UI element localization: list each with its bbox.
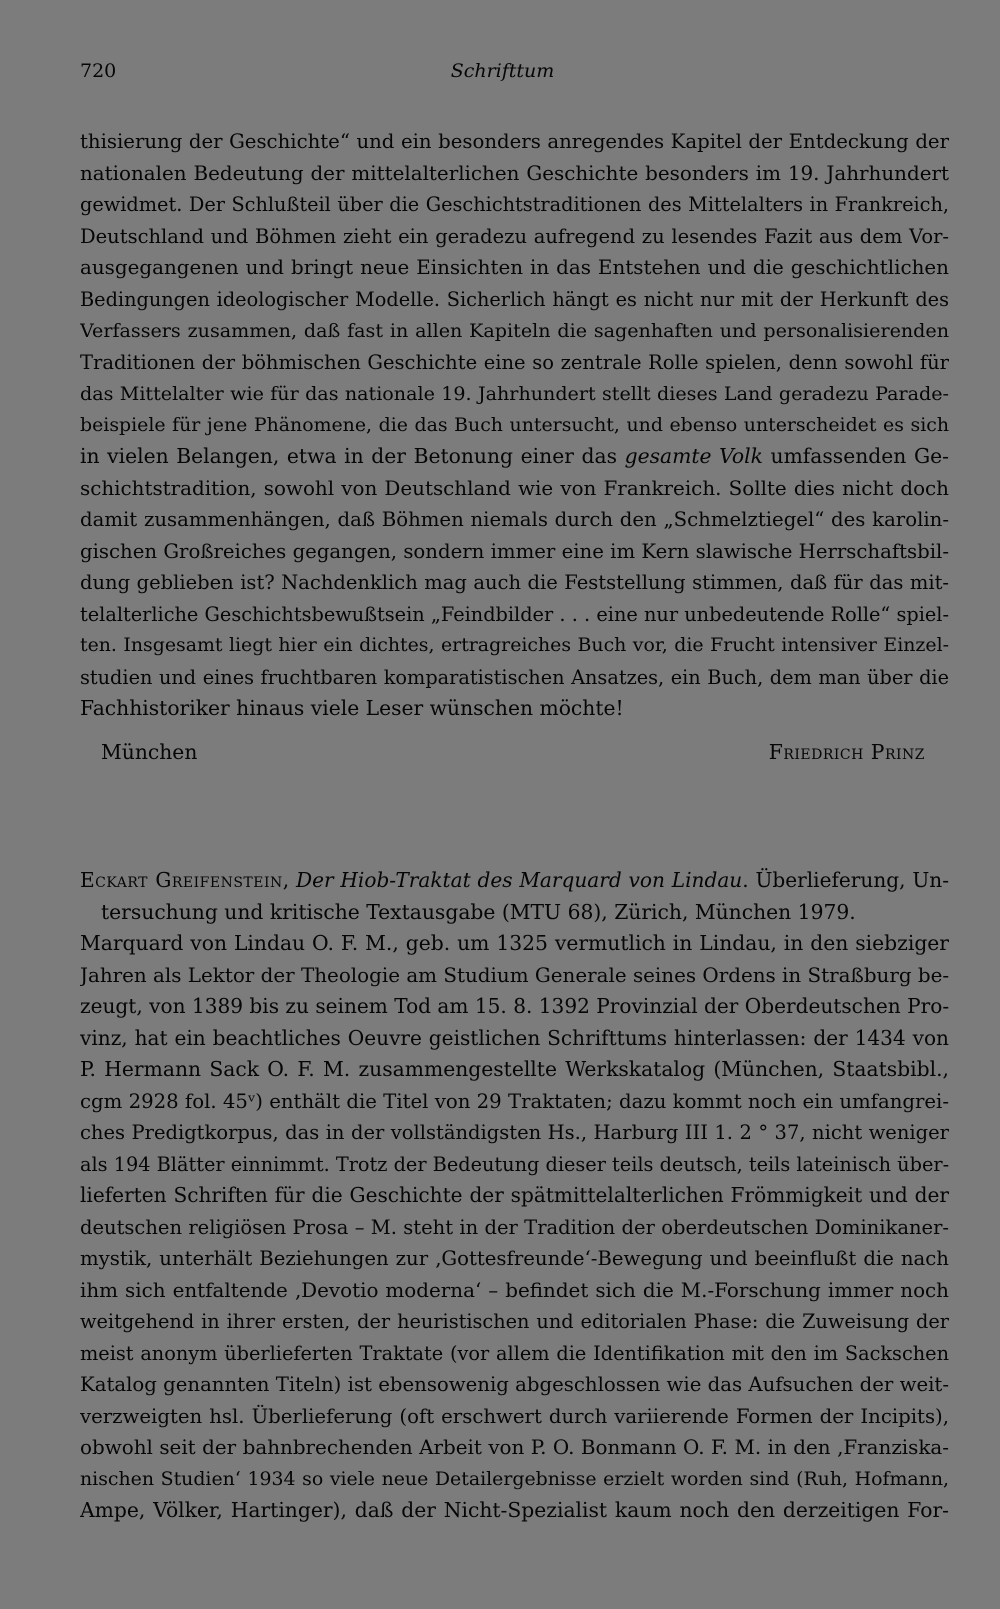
text-line: beispiele für jene Phänomene, die das Buch untersucht, und ebenso unterscheidet es sich xyxy=(80,413,949,436)
reviewed-author: Eckart Greifenstein xyxy=(80,868,283,892)
text-line: telalterliche Geschichtsbewußtsein „Feindbilder . . . eine nur unbedeutende Rolle“ spiel- xyxy=(80,602,949,626)
review-1-body xyxy=(80,126,949,725)
bibliographic-heading-line xyxy=(80,865,949,897)
emphasized-phrase: gesamte Volk xyxy=(624,444,763,468)
text-line: lieferten Schriften für die Geschichte der spätmittelalterlichen Frömmigkeit und der xyxy=(80,1183,949,1207)
text-line: dung geblieben ist? Nachdenklich mag auch die Feststellung stimmen, daß für das mit- xyxy=(80,571,949,594)
text-line: zeugt, von 1389 bis zu seinem Tod am 15. 8. 1392 Provinzial der Oberdeutschen Pro- xyxy=(80,994,949,1018)
text-line: als 194 Blätter einnimmt. Trotz der Bedeutung dieser teils deutsch, teils lateinisch über- xyxy=(80,1152,949,1176)
text-line: Bedingungen ideologischer Modelle. Sicherlich hängt es nicht nur mit der Herkunft des xyxy=(80,287,949,311)
text-segment: in vielen Belangen, etwa in der Betonung einer das xyxy=(80,444,625,468)
text-line: Verfassers zusammen, daß fast in allen Kapiteln die sagenhaften und personalisierenden xyxy=(80,319,949,342)
review-2-heading xyxy=(80,865,949,928)
text-line: studien und eines fruchtbaren komparatistischen Ansatzes, ein Buch, dem man über die xyxy=(80,665,949,689)
text-line: mystik, unterhält Beziehungen zur ‚Gottesfreunde‘-Bewegung und beeinflußt die nach xyxy=(80,1247,949,1270)
signature-place: München xyxy=(101,740,198,764)
text-segment: , xyxy=(282,868,296,892)
text-line: weitgehend in ihrer ersten, der heuristischen und editorialen Phase: die Zuweisung der xyxy=(80,1310,949,1333)
reviewed-title: Der Hiob-Traktat des Marquard von Lindau xyxy=(295,868,743,892)
text-line: Katalog genannten Titeln) ist ebensowenig abgeschlossen wie das Aufsuchen der weit- xyxy=(80,1373,949,1396)
text-line: vinz, hat ein beachtliches Oeuvre geistlichen Schrifttums hinterlassen: der 1434 von xyxy=(80,1025,949,1050)
text-line: das Mittelalter wie für das nationale 19. Jahrhundert stellt dieses Land geradezu Parade- xyxy=(80,382,949,405)
text-line: ten. Insgesamt liegt hier ein dichtes, ertragreiches Buch vor, die Frucht intensiver Einzel- xyxy=(80,634,949,656)
text-line: obwohl seit der bahnbrechenden Arbeit von P. O. Bonmann O. F. M. in den ‚Franziska- xyxy=(80,1436,949,1459)
signature-author: Friedrich Prinz xyxy=(768,740,925,764)
bibliographic-heading-line: tersuchung und kritische Textausgabe (MTU 68), Zürich, München 1979. xyxy=(101,899,856,924)
text-line: Fachhistoriker hinaus viele Leser wünschen möchte! xyxy=(80,696,624,720)
page-header xyxy=(80,60,925,90)
text-line: ausgegangenen und bringt neue Einsichten in das Entstehen und die geschichtlichen xyxy=(80,256,949,279)
text-line: gewidmet. Der Schlußteil über die Geschichtstraditionen des Mittelalters in Frankreich, xyxy=(80,193,949,216)
review-2-body xyxy=(80,928,949,1527)
review-1-signature xyxy=(80,736,925,768)
text-line: verzweigten hsl. Überlieferung (oft erschwert durch variierende Formen der Incipits), xyxy=(80,1404,949,1428)
running-title: Schrifttum xyxy=(450,60,555,82)
text-line: ches Predigtkorpus, das in der vollständigsten Hs., Harburg III 1. 2 ° 37, nicht weniger xyxy=(80,1121,949,1144)
text-line: damit zusammenhängen, daß Böhmen niemals durch den „Schmelztiegel“ des karolin- xyxy=(80,508,949,531)
text-line: Jahren als Lektor der Theologie am Studium Generale seines Ordens in Straßburg be- xyxy=(80,963,949,987)
text-line: P. Hermann Sack O. F. M. zusammengestellte Werkskatalog (München, Staatsbibl., xyxy=(80,1057,949,1081)
text-line: ihm sich entfaltende ‚Devotio moderna‘ – befindet sich die M.-Forschung immer noch xyxy=(80,1278,949,1302)
text-line: Marquard von Lindau O. F. M., geb. um 1325 vermutlich in Lindau, in den siebziger xyxy=(80,931,949,955)
text-line: Traditionen der böhmischen Geschichte eine so zentrale Rolle spielen, denn sowohl für xyxy=(80,350,949,374)
page-number: 720 xyxy=(80,60,117,82)
text-segment: umfassenden Ge- xyxy=(762,444,949,468)
text-segment: . Überlieferung, Un- xyxy=(742,868,949,892)
text-line: cgm 2928 fol. 45ᵛ) enthält die Titel von 29 Traktaten; dazu kommt noch ein umfangrei- xyxy=(80,1089,949,1113)
text-line: thisierung der Geschichte“ und ein besonders anregendes Kapitel der Entdeckung der xyxy=(80,130,949,153)
text-line: meist anonym überlieferten Traktate (vor allem die Identifikation mit den im Sackschen xyxy=(80,1341,949,1365)
text-line: Deutschland und Böhmen zieht ein geradezu aufregend zu lesendes Fazit aus dem Vor- xyxy=(80,224,949,248)
text-line: deutschen religiösen Prosa – M. steht in der Tradition der oberdeutschen Dominikaner- xyxy=(80,1215,949,1239)
text-line-emphasis xyxy=(80,441,949,473)
text-line: nationalen Bedeutung der mittelalterlichen Geschichte besonders im 19. Jahrhundert xyxy=(80,161,949,185)
text-line: gischen Großreiches gegangen, sondern immer eine im Kern slawische Herrschaftsbil- xyxy=(80,539,949,563)
text-line: Ampe, Völker, Hartinger), daß der Nicht-Spezialist kaum noch den derzeitigen For- xyxy=(80,1498,949,1522)
text-line: schichtstradition, sowohl von Deutschland wie von Frankreich. Sollte dies nicht doch xyxy=(80,476,949,500)
text-line: nischen Studien‘ 1934 so viele neue Detailergebnisse erzielt worden sind (Ruh, Hofmann, xyxy=(80,1467,949,1490)
